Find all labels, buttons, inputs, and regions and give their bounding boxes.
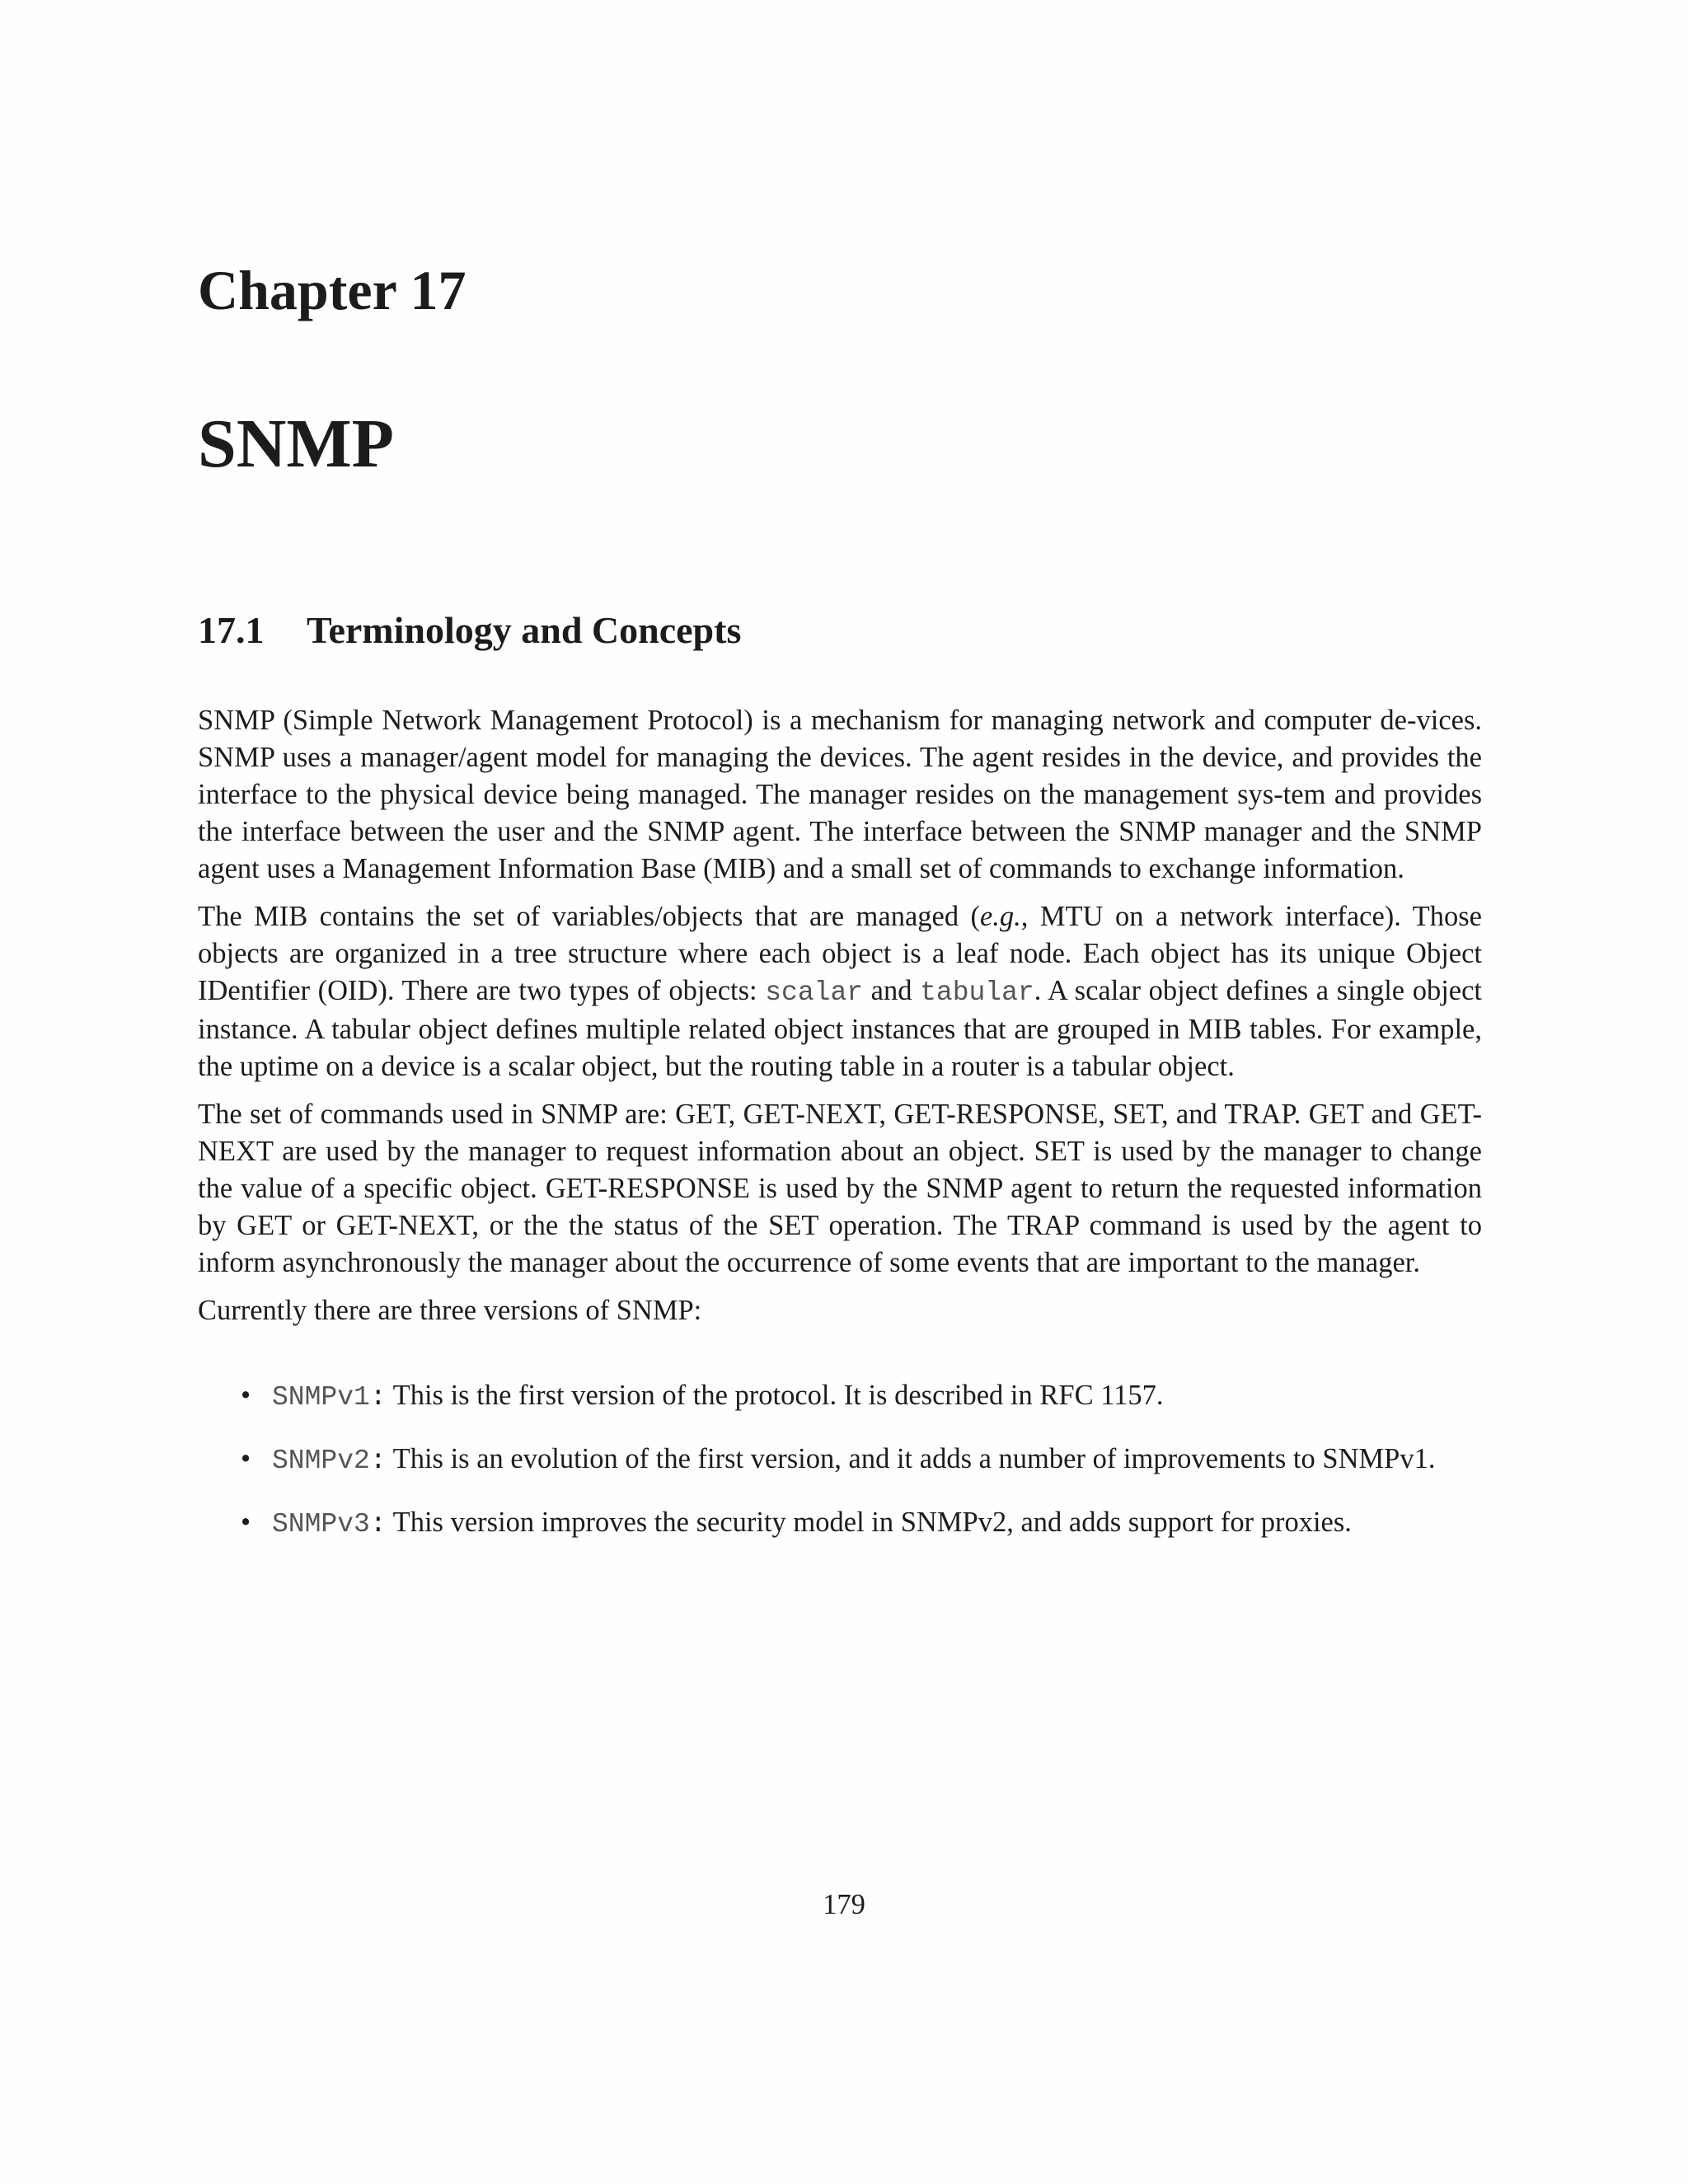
section-title: Terminology and Concepts	[307, 609, 742, 651]
section-heading	[198, 609, 742, 651]
mib-text-and: and	[863, 975, 921, 1006]
chapter-title: SNMP	[198, 405, 394, 482]
mib-text-1: The MIB contains the set of variables/objects that are managed (	[198, 901, 980, 932]
version-description: This version improves the security model in SNMPv2, and adds support for proxies.	[392, 1507, 1352, 1538]
bullet-icon: •	[241, 1380, 251, 1411]
list-item: • SNMPv2: This is an evolution of the first version, and it adds a number of improvements to SNMPv1.	[198, 1441, 1482, 1479]
version-description: This is the first version of the protocol. It is described in RFC 1157.	[392, 1380, 1164, 1411]
tabular-term: tabular	[920, 977, 1034, 1008]
version-description: This is an evolution of the first version, and it adds a number of improvements to SNMPv1.	[392, 1443, 1436, 1474]
version-name: SNMPv2	[272, 1446, 370, 1476]
page-number: 179	[823, 1889, 865, 1920]
list-item: • SNMPv3: This version improves the security model in SNMPv2, and adds support for proxies.	[198, 1504, 1482, 1543]
version-name: SNMPv3	[272, 1509, 370, 1540]
paragraph-versions-intro: Currently there are three versions of SNMP:	[198, 1295, 702, 1326]
mib-text-2: MTU on a network interface). Those objects are organized in a tree structure where each object is a leaf node. Each object has its unique Object IDentifier (OID). There are two types of objects:	[198, 901, 1482, 1006]
paragraph-mib	[198, 898, 1482, 1085]
bullet-icon: •	[241, 1507, 251, 1538]
bullet-icon: •	[241, 1443, 251, 1474]
section-body	[198, 702, 1482, 1568]
version-name: SNMPv1	[272, 1382, 370, 1413]
chapter-label: Chapter 17	[198, 259, 467, 321]
mib-eg: e.g.,	[979, 901, 1029, 932]
scalar-term: scalar	[765, 977, 864, 1008]
paragraph-commands: The set of commands used in SNMP are: GET, GET-NEXT, GET-RESPONSE, SET, and TRAP. GET and GET-NEXT are used by the manager to request information about an object. SET is used by the manager to change the value of a specific object. GET-RESPONSE is used by the SNMP agent to return the requested information by GET or GET-NEXT, or the the status of the SET operation. The TRAP command is used by the agent to inform asynchronously the manager about the occurrence of some events that are important to the manager.	[198, 1099, 1482, 1278]
list-item: • SNMPv1: This is the first version of the protocol. It is described in RFC 1157.	[198, 1377, 1482, 1416]
paragraph-snmp-intro: SNMP (Simple Network Management Protocol) is a mechanism for managing network and computer de-vices. SNMP uses a manager/agent model for managing the devices. The agent resides in the device, and provides the interface to the physical device being managed. The manager resides on the management sys-tem and provides the interface between the user and the SNMP agent. The interface between the SNMP manager and the SNMP agent uses a Management Information Base (MIB) and a small set of commands to exchange information.	[198, 705, 1482, 884]
version-list	[198, 1377, 1482, 1543]
mib-text-3: . A scalar object defines a single object instance. A tabular object defines multiple related object instances that are grouped in MIB tables. For example, the uptime on a device is a scalar object, but the routing table in a router is a tabular object.	[198, 975, 1482, 1082]
section-number: 17.1	[198, 609, 265, 651]
